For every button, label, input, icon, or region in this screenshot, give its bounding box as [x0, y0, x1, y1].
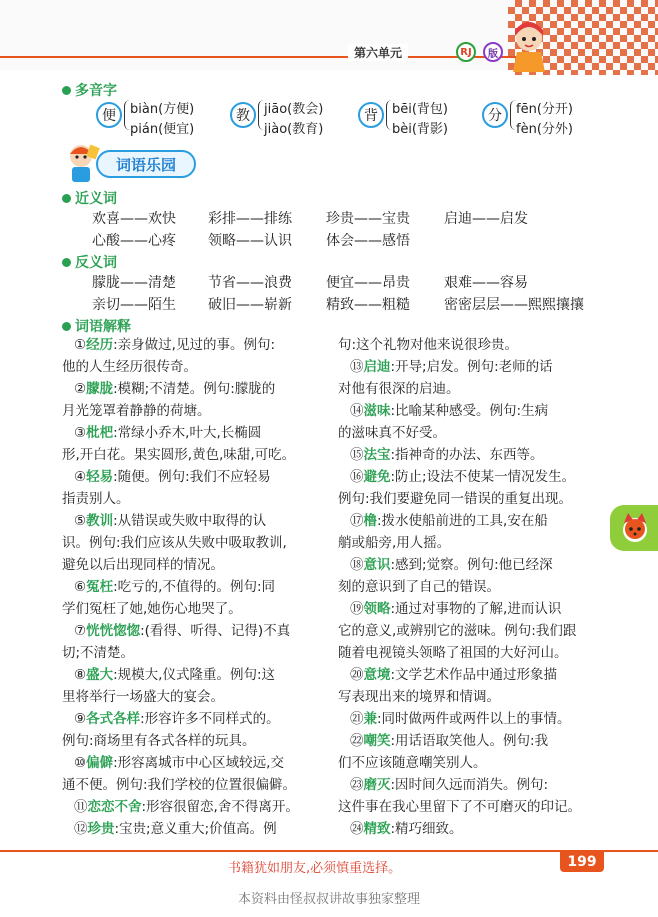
polyphonic-char: 便	[96, 102, 122, 128]
entry-number: ⑮	[350, 447, 364, 463]
entry-number: ⑫	[74, 821, 88, 837]
definition-continuation: 它的意义,或辨别它的滋味。例句:我们跟	[338, 623, 577, 639]
girl-mascot-icon	[505, 18, 553, 74]
antonym-pair: 精致——粗糙	[326, 297, 410, 313]
definition-entry	[350, 356, 553, 378]
entry-number: ⑯	[350, 469, 364, 485]
entry-text: :形容离城市中心区域较远,交	[113, 755, 284, 771]
definition-continuation: 切;不清楚。	[62, 645, 135, 661]
synonym-pair: 珍贵——宝贵	[326, 211, 410, 227]
synonym-pair: 领略——认识	[208, 233, 292, 249]
entry-word: 恍恍惚惚	[86, 623, 141, 639]
unit-label: 第六单元	[348, 44, 408, 61]
definition-continuation: 指责别人。	[62, 491, 130, 507]
entry-number: ⑧	[74, 667, 87, 683]
entry-text: :开导;启发。例句:老师的话	[390, 359, 553, 375]
entry-number: ①	[74, 337, 87, 353]
synonyms-section-title: 近义词	[62, 188, 117, 208]
antonyms-section-title: 反义词	[62, 252, 117, 272]
definition-continuation: 识。例句:我们应该从失败中吸取教训,	[62, 535, 287, 551]
entry-text: :亲身做过,见过的事。例句:	[113, 337, 275, 353]
entry-word: 启迪	[363, 359, 391, 375]
entry-number: ㉔	[350, 821, 364, 837]
definition-entry	[74, 796, 299, 818]
definition-entry	[350, 554, 553, 576]
pronunciation-2: fèn(分外)	[516, 122, 573, 137]
entry-text: :指神奇的办法、东西等。	[390, 447, 544, 463]
entry-number: ⑲	[350, 601, 364, 617]
definition-continuation: 艄或船旁,用人摇。	[338, 535, 451, 551]
entry-word: 精致	[363, 821, 391, 837]
entry-word: 朦胧	[86, 381, 114, 397]
definition-continuation: 随着电视镜头领略了祖国的大好河山。	[338, 645, 568, 661]
bullet-dot-icon	[62, 194, 71, 203]
entry-text: :同时做两件或两件以上的事情。	[377, 711, 571, 727]
definition-continuation: 的滋味真不好受。	[338, 425, 446, 441]
entry-word: 滋味	[363, 403, 391, 419]
kid-mascot-icon	[62, 140, 100, 184]
edition-badge: 版	[483, 42, 503, 62]
polyphonic-char: 教	[230, 102, 256, 128]
entry-number: ㉓	[350, 777, 364, 793]
entry-text: :感到;觉察。例句:他已经深	[390, 557, 553, 573]
definition-entry	[74, 576, 275, 598]
definition-entry	[350, 598, 561, 620]
entry-text: :常绿小乔木,叶大,长椭圆	[113, 425, 262, 441]
definition-entry	[74, 818, 277, 840]
definition-entry	[74, 752, 284, 774]
pronunciation-1: fēn(分开)	[516, 102, 573, 117]
entry-text: :比喻某种感受。例句:生病	[390, 403, 549, 419]
entry-text: :因时间久远而消失。例句:	[390, 777, 549, 793]
synonym-pair: 彩排——排练	[208, 211, 292, 227]
antonym-pair: 密密层层——熙熙攘攘	[444, 297, 584, 313]
entry-text: :(看得、听得、记得)不真	[140, 623, 291, 639]
entry-word: 经历	[86, 337, 114, 353]
definition-continuation: 例句:商场里有各式各样的玩具。	[62, 733, 256, 749]
entry-text: :文学艺术作品中通过形象描	[390, 667, 558, 683]
definition-continuation: 这件事在我心里留下了不可磨灭的印记。	[338, 799, 581, 815]
definition-entry	[74, 664, 275, 686]
definition-entry	[350, 664, 557, 686]
definition-entry	[350, 400, 548, 422]
definition-entry	[350, 730, 548, 752]
bullet-dot-icon	[62, 86, 71, 95]
definition-continuation: 写表现出来的境界和情调。	[338, 689, 500, 705]
antonym-pair: 朦胧——清楚	[92, 275, 176, 291]
entry-number: ⑤	[74, 513, 87, 529]
entry-word: 珍贵	[87, 821, 115, 837]
entry-word: 意境	[363, 667, 391, 683]
pronunciation-1: bēi(背包)	[392, 102, 449, 117]
entry-number: ⑭	[350, 403, 364, 419]
definition-entry	[74, 620, 290, 642]
side-tab[interactable]	[610, 505, 658, 551]
definition-continuation: 形,开白花。果实圆形,黄色,味甜,可吃。	[62, 447, 296, 463]
pronunciation-2: jiào(教育)	[264, 122, 324, 137]
entry-word: 兼	[363, 711, 377, 727]
entry-text: :形容很留恋,舍不得离开。	[141, 799, 299, 815]
definitions-section-title: 词语解释	[62, 316, 131, 336]
entry-text: :精巧细致。	[390, 821, 463, 837]
entry-word: 领略	[363, 601, 391, 617]
entry-word: 磨灭	[363, 777, 391, 793]
antonym-pair: 便宜——昂贵	[326, 275, 410, 291]
entry-text: :规模大,仪式隆重。例句:这	[113, 667, 275, 683]
entry-number: ⑥	[74, 579, 87, 595]
entry-number: ㉒	[350, 733, 364, 749]
definition-entry	[338, 334, 518, 356]
definition-continuation: 他的人生经历很传奇。	[62, 359, 197, 375]
entry-word: 盛大	[86, 667, 114, 683]
entry-number: ⑳	[350, 667, 364, 683]
definition-entry	[74, 378, 275, 400]
entry-number: ②	[74, 381, 87, 397]
entry-word: 冤枉	[86, 579, 114, 595]
pronunciation-2: pián(便宜)	[130, 122, 195, 137]
page-number: 199	[560, 852, 604, 872]
pronunciation-1: biàn(方便)	[130, 102, 195, 117]
footer-slogan: 书籍犹如朋友,必须慎重选择。	[228, 861, 402, 876]
polyphonic-section-title: 多音字	[62, 80, 117, 100]
rj-badge: RJ	[456, 42, 476, 62]
definition-continuation: 通不便。例句:我们学校的位置很偏僻。	[62, 777, 297, 793]
entry-word: 橹	[363, 513, 377, 529]
definition-entry	[350, 466, 575, 488]
synonym-pair: 启迪——启发	[444, 211, 528, 227]
entry-word: 恋恋不舍	[87, 799, 142, 815]
polyphonic-char: 分	[482, 102, 508, 128]
entry-number: ③	[74, 425, 87, 441]
entry-number: ⑬	[350, 359, 364, 375]
definition-entry	[74, 510, 266, 532]
definition-continuation: 对他有很深的启迪。	[338, 381, 460, 397]
entry-text: :用话语取笑他人。例句:我	[390, 733, 549, 749]
entry-number: ⑰	[350, 513, 364, 529]
definition-entry	[350, 444, 544, 466]
pronunciation-2: bèi(背影)	[392, 122, 449, 137]
bullet-dot-icon	[62, 322, 71, 331]
footer-credit: 本资料由怪叔叔讲故事独家整理	[237, 892, 420, 907]
definition-entry	[74, 708, 280, 730]
polyphonic-char: 背	[358, 102, 384, 128]
definition-entry	[350, 774, 548, 796]
entry-text: :模糊;不清楚。例句:朦胧的	[113, 381, 276, 397]
synonym-pair: 心酸——心疼	[92, 233, 176, 249]
entry-word: 嘲笑	[363, 733, 391, 749]
entry-number: ⑪	[74, 799, 88, 815]
entry-word: 枇杷	[86, 425, 114, 441]
entry-number: ⑱	[350, 557, 364, 573]
antonym-pair: 亲切——陌生	[92, 297, 176, 313]
entry-word: 轻易	[86, 469, 114, 485]
entry-text: :通过对事物的了解,进而认识	[390, 601, 562, 617]
definition-continuation: 学们冤枉了她,她伤心地哭了。	[62, 601, 242, 617]
entry-word: 避免	[363, 469, 391, 485]
definition-continuation: 例句:我们要避免同一错误的重复出现。	[338, 491, 573, 507]
definition-entry	[74, 422, 261, 444]
bullet-dot-icon	[62, 258, 71, 267]
entry-text: :随便。例句:我们不应轻易	[113, 469, 271, 485]
entry-word: 教训	[86, 513, 114, 529]
definition-entry	[74, 334, 275, 356]
definition-continuation: 月光笼罩着静静的荷塘。	[62, 403, 211, 419]
header-rule	[0, 56, 520, 58]
entry-text: :从错误或失败中取得的认	[113, 513, 267, 529]
entry-number: ⑦	[74, 623, 87, 639]
definition-entry	[350, 818, 463, 840]
definition-continuation: 们不应该随意嘲笑别人。	[338, 755, 487, 771]
entry-text: :宝贵;意义重大;价值高。例	[114, 821, 277, 837]
entry-number: ⑨	[74, 711, 87, 727]
antonym-pair: 艰难——容易	[444, 275, 528, 291]
antonym-pair: 破旧——崭新	[208, 297, 292, 313]
entry-text: :拨水使船前进的工具,安在船	[377, 513, 548, 529]
entry-text: :形容许多不同样式的。	[140, 711, 280, 727]
definition-entry	[350, 510, 548, 532]
definition-entry	[350, 708, 571, 730]
word-garden-banner: 词语乐园	[96, 150, 196, 178]
antonym-pair: 节省——浪费	[208, 275, 292, 291]
entry-text: :防止;设法不使某一情况发生。	[390, 469, 576, 485]
pronunciation-1: jiāo(教会)	[264, 102, 324, 117]
entry-word: 偏僻	[86, 755, 114, 771]
synonym-pair: 欢喜——欢快	[92, 211, 176, 227]
fox-mascot-icon	[618, 511, 652, 545]
synonym-pair: 体会——感悟	[326, 233, 410, 249]
entry-word: 法宝	[363, 447, 391, 463]
definition-continuation: 刻的意识到了自己的错误。	[338, 579, 500, 595]
entry-text: :吃亏的,不值得的。例句:同	[113, 579, 275, 595]
definition-continuation: 里将举行一场盛大的宴会。	[62, 689, 224, 705]
entry-number: ㉑	[350, 711, 364, 727]
definition-entry	[74, 466, 271, 488]
entry-text: 句:这个礼物对他来说很珍贵。	[338, 337, 519, 353]
entry-word: 各式各样	[86, 711, 141, 727]
entry-word: 意识	[363, 557, 391, 573]
entry-number: ④	[74, 469, 87, 485]
definition-continuation: 避免以后出现同样的情况。	[62, 557, 224, 573]
entry-number: ⑩	[74, 755, 87, 771]
